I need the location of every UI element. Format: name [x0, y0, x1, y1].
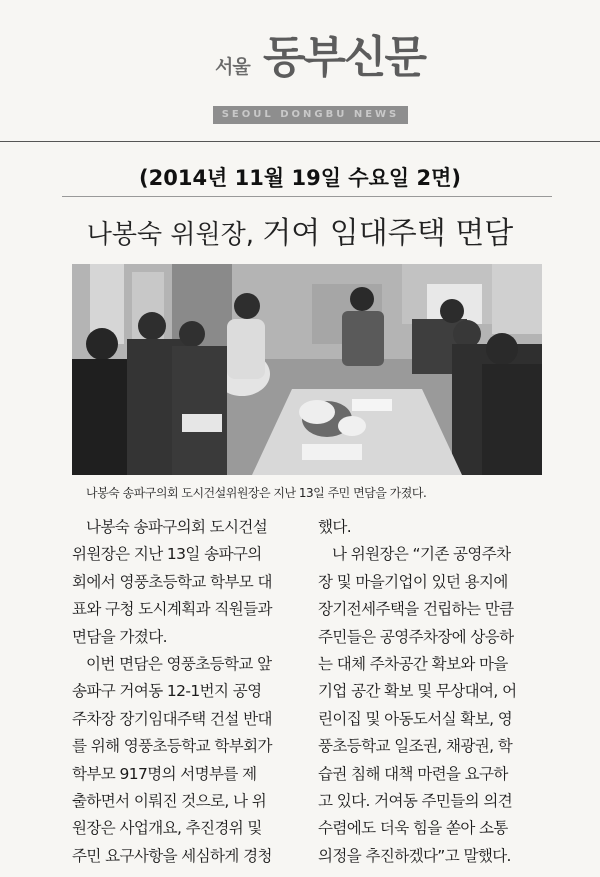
article-line: 풍초등학교 일조권, 채광권, 학 [318, 737, 513, 756]
article-line: 회에서 영풍초등학교 학부모 대 [72, 572, 272, 591]
dateline: (2014년 11월 19일 수요일 2면) [139, 166, 461, 190]
article-line: 는 대체 주차공간 확보와 마을 [318, 654, 508, 673]
logo-region-text: 서울 [215, 56, 250, 78]
headline-part-2: 거여 임대주택 면담 [262, 216, 514, 251]
article-line: 기업 공간 확보 및 무상대여, 어 [318, 682, 517, 701]
article-line: 주민들은 공영주차장에 상응하 [318, 627, 514, 646]
logo-newspaper-name: 동부신문 [263, 32, 426, 83]
article-line: 습권 침해 대책 마련을 요구하 [318, 764, 508, 783]
photo-caption: 나봉숙 송파구의회 도시건설위원장은 지난 13일 주민 면담을 가졌다. [86, 486, 427, 500]
article-line: 수렴에도 더욱 힘을 쏟아 소통 [318, 819, 508, 838]
headline [0, 208, 600, 252]
article-line: 학부모 917명의 서명부를 제 [72, 764, 257, 783]
article-line: 린이집 및 아동도서실 확보, 영 [318, 709, 513, 728]
article-line: 출하면서 이뤄진 것으로, 나 위 [72, 791, 267, 810]
article-line: 주민 요구사항을 세심하게 경청 [72, 846, 272, 865]
article-line: 했다. [318, 518, 352, 536]
article-line: 장 및 마을기업이 있던 용지에 [318, 572, 508, 591]
article-line: 주차장 장기임대주택 건설 반대 [72, 709, 272, 728]
article-line: 를 위해 영풍초등학교 학부회가 [72, 737, 272, 756]
masthead [0, 0, 600, 138]
article-column-left [72, 514, 322, 870]
article-line: 이번 면담은 영풍초등학교 앞 [86, 654, 272, 673]
article-line: 송파구 거여동 12-1번지 공영 [72, 682, 262, 701]
article-line: 원장은 사업개요, 추진경위 및 [72, 819, 262, 838]
headline-part-1: 나봉숙 위원장, [86, 220, 255, 250]
article-line: 의정을 추진하겠다”고 말했다. [318, 846, 511, 865]
article-line: 나봉숙 송파구의회 도시건설 [86, 518, 268, 536]
article-photo [72, 264, 542, 475]
article-column-right [318, 514, 568, 870]
article-line: 위원장은 지난 13일 송파구의 [72, 545, 262, 564]
article-line: 고 있다. 거여동 주민들의 의견 [318, 791, 513, 810]
logo-band [213, 106, 408, 124]
article-line: 나 위원장은 “기존 공영주차 [332, 545, 511, 564]
article-line: 장기전세주택을 건립하는 만큼 [318, 600, 514, 619]
article-line: 면담을 가졌다. [72, 627, 167, 646]
masthead-divider [0, 141, 600, 142]
dateline-divider [62, 196, 552, 197]
logo-band-text: SEOUL DONGBU NEWS [221, 109, 400, 120]
meeting-photo-image [72, 264, 542, 475]
article-line: 표와 구청 도시계획과 직원들과 [72, 600, 272, 619]
